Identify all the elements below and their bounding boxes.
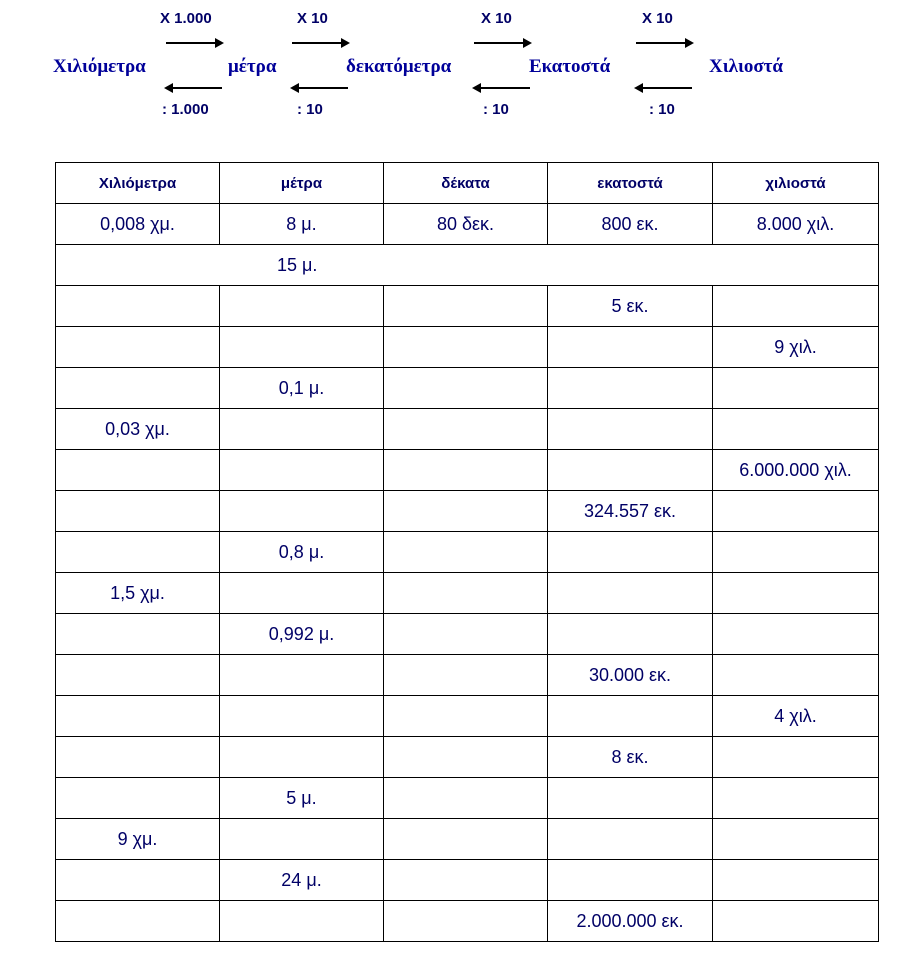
table-cell — [713, 860, 879, 901]
table-cell — [384, 450, 548, 491]
conversion-diagram — [0, 0, 897, 140]
table-row — [56, 450, 879, 491]
table-row — [56, 655, 879, 696]
table-cell: 0,03 χμ. — [56, 409, 220, 450]
table-cell — [384, 286, 548, 327]
table-cell — [56, 327, 220, 368]
table-cell — [384, 409, 548, 450]
table-cell — [384, 778, 548, 819]
table-cell — [713, 778, 879, 819]
table-cell — [548, 532, 713, 573]
table-cell — [220, 696, 384, 737]
arrow-left-icon — [480, 87, 530, 89]
table-cell: 9 χμ. — [56, 819, 220, 860]
header-millimeters: χιλιοστά — [713, 163, 879, 204]
arrow-left-icon — [172, 87, 222, 89]
table-cell: 5 μ. — [220, 778, 384, 819]
table-cell: 5 εκ. — [548, 286, 713, 327]
table-cell — [56, 655, 220, 696]
table-cell — [548, 819, 713, 860]
table-cell — [56, 286, 220, 327]
table-cell — [220, 286, 384, 327]
table-row — [56, 573, 879, 614]
table-cell — [548, 696, 713, 737]
header-meters: μέτρα — [220, 163, 384, 204]
table-cell — [713, 491, 879, 532]
table-cell — [713, 573, 879, 614]
table-cell — [56, 450, 220, 491]
table-cell — [713, 655, 879, 696]
table-cell: 1,5 χμ. — [56, 573, 220, 614]
table-cell — [220, 491, 384, 532]
table-row — [56, 860, 879, 901]
table-cell — [220, 573, 384, 614]
table-cell: 24 μ. — [220, 860, 384, 901]
arrow-right-icon — [636, 42, 686, 44]
table-cell: 2.000.000 εκ. — [548, 901, 713, 942]
unit-decimeters: δεκατόμετρα — [346, 56, 452, 77]
table-cell — [548, 573, 713, 614]
table-cell — [220, 901, 384, 942]
table-cell: 0,8 μ. — [220, 532, 384, 573]
table-cell — [56, 491, 220, 532]
table-cell — [713, 901, 879, 942]
divide-label-2: : 10 — [297, 101, 323, 118]
table-cell — [384, 737, 548, 778]
table-cell — [56, 860, 220, 901]
table-cell: 9 χιλ. — [713, 327, 879, 368]
table-cell — [384, 901, 548, 942]
divide-label-3: : 10 — [483, 101, 509, 118]
unit-millimeters: Χιλιοστά — [709, 56, 784, 77]
table-cell — [56, 696, 220, 737]
merged-cell: 15 μ. — [56, 245, 879, 286]
multiply-label-1: Χ 1.000 — [160, 10, 212, 27]
arrow-right-icon — [292, 42, 342, 44]
divide-label-1: : 1.000 — [162, 101, 209, 118]
table-cell: 0,992 μ. — [220, 614, 384, 655]
table-cell — [56, 737, 220, 778]
table-cell: 8.000 χιλ. — [713, 204, 879, 245]
divide-label-4: : 10 — [649, 101, 675, 118]
table-row-merged — [56, 245, 879, 286]
table-row — [56, 327, 879, 368]
table-cell — [384, 655, 548, 696]
arrow-left-icon — [298, 87, 348, 89]
table-cell — [548, 409, 713, 450]
table-cell — [548, 778, 713, 819]
multiply-label-2: Χ 10 — [297, 10, 328, 27]
table-cell — [384, 860, 548, 901]
table-cell — [384, 819, 548, 860]
table-cell — [548, 327, 713, 368]
table-cell — [56, 614, 220, 655]
table-cell — [220, 327, 384, 368]
table-cell — [56, 532, 220, 573]
table-cell — [384, 327, 548, 368]
arrow-left-icon — [642, 87, 692, 89]
table-row — [56, 819, 879, 860]
table-row — [56, 286, 879, 327]
table-cell — [220, 655, 384, 696]
table-row — [56, 491, 879, 532]
header-decimeters: δέκατα — [384, 163, 548, 204]
table-cell — [384, 491, 548, 532]
table-cell — [220, 409, 384, 450]
table-cell — [713, 737, 879, 778]
table-cell: 324.557 εκ. — [548, 491, 713, 532]
table-cell — [220, 450, 384, 491]
table-row — [56, 409, 879, 450]
table-cell — [548, 368, 713, 409]
table-cell — [384, 696, 548, 737]
table-cell: 800 εκ. — [548, 204, 713, 245]
table-header-row — [56, 163, 879, 204]
unit-meters: μέτρα — [228, 56, 277, 77]
table-cell: 8 εκ. — [548, 737, 713, 778]
table-cell — [220, 819, 384, 860]
table-cell: 0,008 χμ. — [56, 204, 220, 245]
table-cell — [713, 614, 879, 655]
table-cell: 4 χιλ. — [713, 696, 879, 737]
multiply-label-3: Χ 10 — [481, 10, 512, 27]
table-cell: 80 δεκ. — [384, 204, 548, 245]
arrow-right-icon — [166, 42, 216, 44]
table-cell — [56, 368, 220, 409]
table-cell: 0,1 μ. — [220, 368, 384, 409]
table-cell: 6.000.000 χιλ. — [713, 450, 879, 491]
table-cell — [220, 737, 384, 778]
header-kilometers: Χιλιόμετρα — [56, 163, 220, 204]
table-cell: 8 μ. — [220, 204, 384, 245]
unit-kilometers: Χιλιόμετρα — [53, 56, 146, 77]
table-cell — [384, 532, 548, 573]
multiply-label-4: Χ 10 — [642, 10, 673, 27]
table-cell — [384, 573, 548, 614]
table-cell — [713, 368, 879, 409]
table-row — [56, 696, 879, 737]
table-cell — [548, 450, 713, 491]
table-cell — [713, 409, 879, 450]
table-cell — [56, 901, 220, 942]
table-row — [56, 901, 879, 942]
table-cell — [548, 860, 713, 901]
table-row — [56, 532, 879, 573]
table-cell — [713, 532, 879, 573]
table-row — [56, 737, 879, 778]
unit-centimeters: Εκατοστά — [529, 56, 611, 77]
table-cell — [713, 819, 879, 860]
table-row — [56, 778, 879, 819]
table-cell — [384, 614, 548, 655]
table-row — [56, 614, 879, 655]
header-centimeters: εκατοστά — [548, 163, 713, 204]
conversion-table — [55, 162, 879, 942]
table-cell — [548, 614, 713, 655]
table-cell — [713, 286, 879, 327]
table-cell: 30.000 εκ. — [548, 655, 713, 696]
table-cell — [384, 368, 548, 409]
table-cell — [56, 778, 220, 819]
table-row — [56, 368, 879, 409]
arrow-right-icon — [474, 42, 524, 44]
table-row — [56, 204, 879, 245]
